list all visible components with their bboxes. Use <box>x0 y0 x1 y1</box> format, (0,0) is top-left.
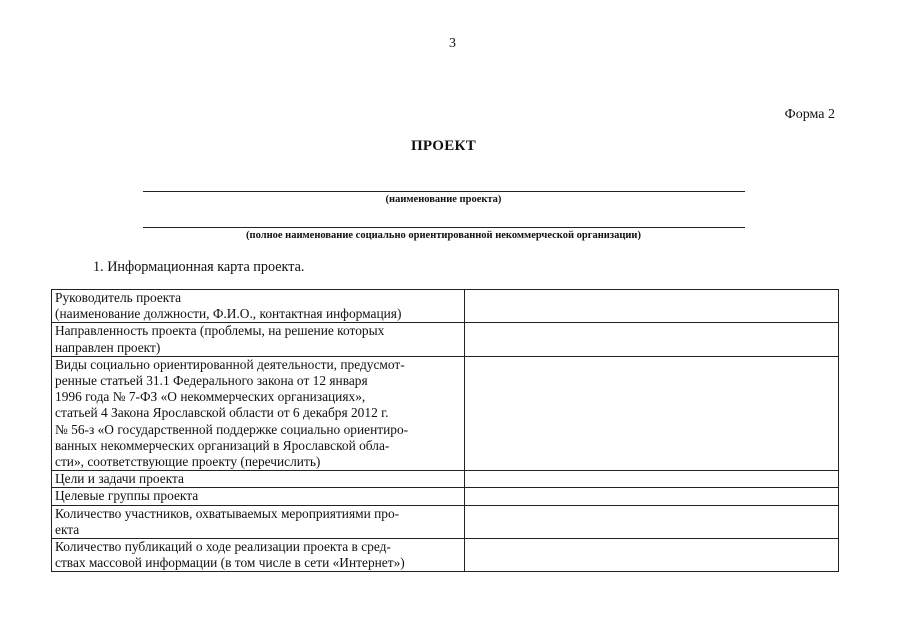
row-label-cell <box>52 488 465 505</box>
row-label-line: ванных некоммерческих организаций в Ярославской обла- <box>55 437 390 453</box>
table-row <box>52 323 839 356</box>
row-label-line: Количество публикаций о ходе реализации проекта в сред- <box>55 539 391 555</box>
table-row <box>52 356 839 470</box>
row-value-cell[interactable] <box>465 323 839 356</box>
row-label-cell <box>52 539 465 572</box>
row-value-cell[interactable] <box>465 539 839 572</box>
row-label-line: екта <box>55 521 80 537</box>
row-value-cell[interactable] <box>465 290 839 323</box>
row-label-cell <box>52 356 465 470</box>
row-label-cell <box>52 323 465 356</box>
table-row <box>52 290 839 323</box>
row-label-cell <box>52 505 465 538</box>
table-row <box>52 539 839 572</box>
row-label-line: Направленность проекта (проблемы, на решение которых <box>55 323 385 339</box>
form-label: Форма 2 <box>784 107 835 122</box>
row-label-line: ренные статьей 31.1 Федерального закона от 12 января <box>55 373 368 389</box>
row-label-line: (наименование должности, Ф.И.О., контактная информация) <box>55 306 402 322</box>
row-label-line: статьей 4 Закона Ярославской области от 6 декабря 2012 г. <box>55 405 389 421</box>
row-value-cell[interactable] <box>465 505 839 538</box>
table-row <box>52 488 839 505</box>
row-value-cell[interactable] <box>465 356 839 470</box>
project-name-caption: (наименование проекта) <box>385 194 502 205</box>
document-title: ПРОЕКТ <box>410 138 477 154</box>
org-name-caption: (полное наименование социально ориентированной некоммерческой организации) <box>246 230 641 241</box>
project-name-line <box>143 191 745 192</box>
row-label-line: Цели и задачи проекта <box>55 471 184 487</box>
row-label-line: Количество участников, охватываемых мероприятиями про- <box>55 505 400 521</box>
row-label-line: Руководитель проекта <box>55 290 182 305</box>
org-name-line <box>143 227 745 228</box>
table-row <box>52 505 839 538</box>
row-label-line: сти», соответствующие проекту (перечислить) <box>55 454 321 470</box>
section-heading: 1. Информационная карта проекта. <box>93 259 305 275</box>
row-value-cell[interactable] <box>465 488 839 505</box>
row-label-cell <box>52 471 465 488</box>
row-label-line: 1996 года № 7-ФЗ «О некоммерческих организациях», <box>55 389 366 405</box>
table-row <box>52 471 839 488</box>
page-number: 3 <box>449 36 456 51</box>
row-label-line: Целевые группы проекта <box>55 488 199 504</box>
row-label-line: № 56-з «О государственной поддержке социально ориентиро- <box>55 421 409 437</box>
row-value-cell[interactable] <box>465 471 839 488</box>
information-card-table <box>51 289 839 572</box>
row-label-line: направлен проект) <box>55 339 161 355</box>
row-label-line: ствах массовой информации (в том числе в сети «Интернет») <box>55 555 405 571</box>
row-label-line: Виды социально ориентированной деятельности, предусмот- <box>55 356 405 372</box>
row-label-cell <box>52 290 465 323</box>
